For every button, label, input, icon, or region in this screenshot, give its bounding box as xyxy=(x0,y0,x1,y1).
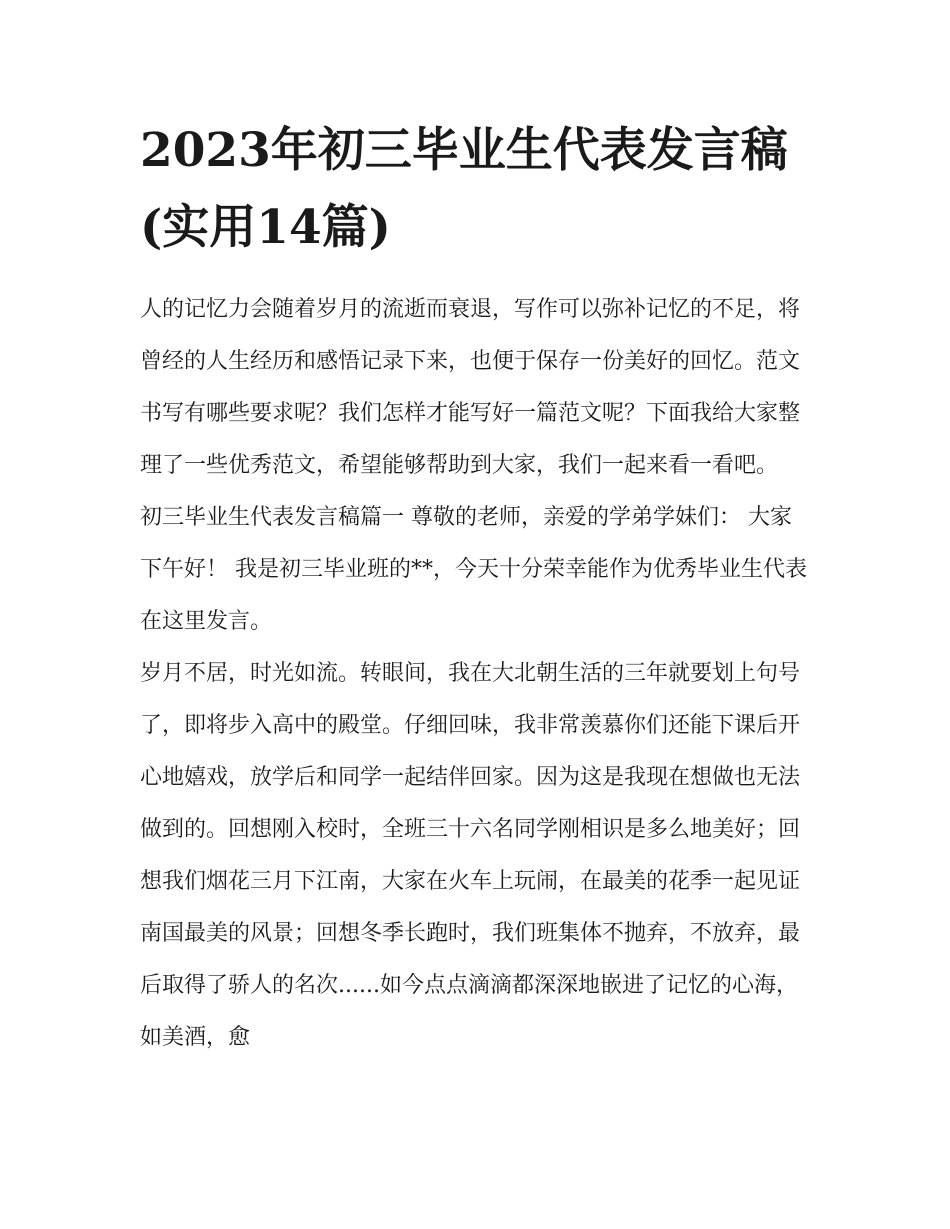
speech-opening-paragraph: 初三毕业生代表发言稿篇一 尊敬的老师，亲爱的学弟学妹们： 大家下午好！ 我是初三毕业班的**，今天十分荣幸能作为优秀毕业生代表在这里发言。 xyxy=(140,505,807,634)
speech-body-paragraph: 岁月不居，时光如流。转眼间，我在大北朝生活的三年就要划上句号了，即将步入高中的殿堂。仔细回味，我非常羡慕你们还能下课后开心地嬉戏，放学后和同学一起结伴回家。因为这是我现在想做也无法做到的。回想刚入校时，全班三十六名同学刚相识是多么地美好；回想我们烟花三月下江南，大家在火车上玩闹，在最美的花季一起见证南国最美的风景；回想冬季长跑时，我们班集体不抛弃，不放弃，最后取得了骄人的名次......如今点点滴滴都深深地嵌进了记忆的心海，如美酒，愈 xyxy=(140,661,801,1050)
document-title: 2023年初三毕业生代表发言稿(实用14篇) xyxy=(140,123,788,255)
intro-paragraph: 人的记忆力会随着岁月的流逝而衰退，写作可以弥补记忆的不足，将曾经的人生经历和感悟记录下来，也便于保存一份美好的回忆。范文书写有哪些要求呢？我们怎样才能写好一篇范文呢？下面我给大家整理了一些优秀范文，希望能够帮助到大家，我们一起来看一看吧。 xyxy=(140,297,801,478)
document-body xyxy=(140,112,812,1064)
